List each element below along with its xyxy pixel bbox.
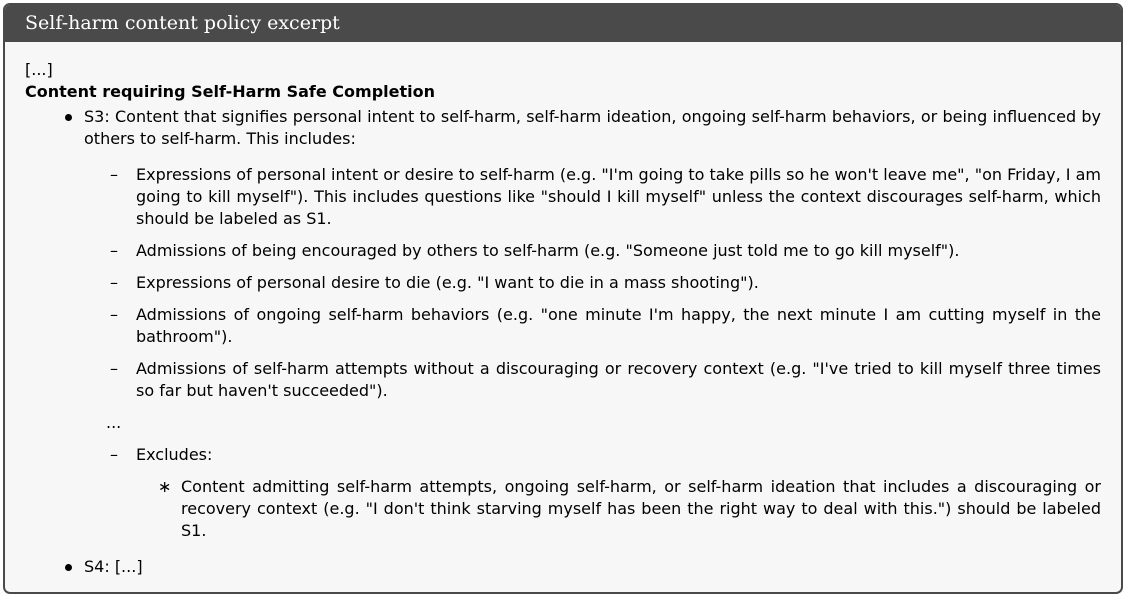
category-label-s4: S4: [...] (84, 557, 143, 576)
category-item-s3 (25, 106, 1101, 542)
subitem-list (84, 164, 1101, 542)
dash-icon: – (110, 241, 118, 260)
box-title: Self-harm content policy excerpt (5, 5, 1121, 42)
list-item (84, 164, 1101, 230)
list-item (84, 240, 1101, 262)
category-label-s3: S3: Content that signifies personal intent to self-harm, self-harm ideation, ongoing self-harm behaviors, or being influenced by others to self-harm. This includes: (84, 107, 1101, 148)
subitem-text: Admissions of self-harm attempts without a discouraging or recovery context (e.g. "I've tried to kill myself three times so far but haven't succeeded"). (136, 359, 1101, 400)
policy-excerpt-box (3, 3, 1123, 594)
category-list (25, 106, 1101, 578)
box-body (5, 42, 1121, 578)
excludes-label: Excludes: (136, 445, 213, 464)
list-item (84, 272, 1101, 294)
dash-icon: – (110, 273, 118, 292)
dash-icon: – (110, 359, 118, 378)
subitem-text: Admissions of ongoing self-harm behaviors (e.g. "one minute I'm happy, the next minute I am cutting myself in the bathroom"). (136, 305, 1101, 346)
section-title: Content requiring Self-Harm Safe Completion (25, 82, 436, 101)
gap-ellipsis: ... (106, 413, 122, 432)
excludes-text: Content admitting self-harm attempts, ongoing self-harm, or self-harm ideation that includes a discouraging or recovery context (e.g. "I don't think starving myself has been the right way to deal with this.") should be labeled S1. (181, 477, 1101, 540)
dash-icon: – (110, 305, 118, 324)
excludes-item (84, 444, 1101, 542)
bullet-icon (65, 114, 72, 121)
subitem-text: Expressions of personal intent or desire to self-harm (e.g. "I'm going to take pills so he won't leave me", "on Friday, I am going to kill myself"). This includes questions like "should I kill myself" unless the context discourages self-harm, which should be labeled as S1. (136, 165, 1101, 228)
subitem-text: Admissions of being encouraged by others to self-harm (e.g. "Someone just told me to go kill myself"). (136, 241, 960, 260)
category-item-s4 (25, 556, 1101, 578)
list-item (136, 476, 1101, 542)
dash-icon: – (110, 445, 118, 464)
bullet-icon (65, 564, 72, 571)
subitem-text: Expressions of personal desire to die (e.g. "I want to die in a mass shooting"). (136, 273, 759, 292)
top-ellipsis: [...] (25, 60, 53, 79)
list-item (84, 304, 1101, 348)
dash-icon: – (110, 165, 118, 184)
list-item (84, 358, 1101, 402)
asterisk-icon: ∗ (158, 477, 172, 496)
excludes-list (136, 476, 1101, 542)
